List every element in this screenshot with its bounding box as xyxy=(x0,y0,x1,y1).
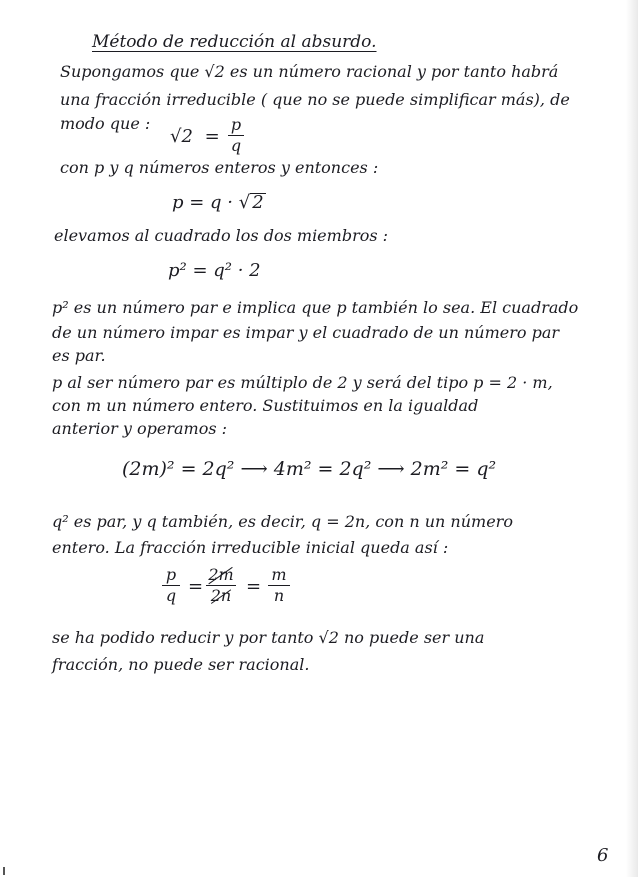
equation-sqrt2-equals: = xyxy=(204,126,220,147)
multiple-paragraph-line-3: anterior y operamos : xyxy=(52,419,228,438)
q-paragraph-line-1: q² es par, y q también, es decir, q = 2n, con n un número xyxy=(52,512,513,531)
fraction-m: m xyxy=(271,565,287,584)
equals-sign-2: = xyxy=(246,576,262,597)
equation-p-lhs: p = q · xyxy=(172,192,239,213)
intro-line-2: una fracción irreducible ( que no se puede simplificar más), de xyxy=(60,90,570,109)
fraction-p-q xyxy=(162,566,180,605)
equation-sqrt2 xyxy=(170,126,220,147)
intro-line-1: Supongamos que √2 es un número racional y por tanto habrá xyxy=(60,62,559,81)
even-paragraph-line-1: p² es un número par e implica que p también lo sea. El cuadrado xyxy=(52,298,579,317)
intro-line-3: modo que : xyxy=(60,114,151,133)
conclusion-line-2: fracción, no puede ser racional. xyxy=(52,655,310,674)
multiple-paragraph-line-2: con m un número entero. Sustituimos en la igualdad xyxy=(52,396,479,415)
fraction-numerator: p xyxy=(230,115,242,134)
equation-p-equals-q-sqrt2 xyxy=(172,192,266,213)
fraction-n: n xyxy=(273,586,285,605)
q-paragraph-line-2: entero. La fracción irreducible inicial queda así : xyxy=(52,538,449,557)
equation-substitution-chain: (2m)² = 2q² ⟶ 4m² = 2q² ⟶ 2m² = q² xyxy=(122,458,497,480)
even-paragraph-line-3: es par. xyxy=(52,346,106,365)
fraction-2n: 2n xyxy=(210,586,232,605)
fraction-m-n xyxy=(268,566,290,605)
fraction-p-over-q xyxy=(228,116,244,155)
fraction-2m-2n xyxy=(206,566,236,605)
fraction-denominator: q xyxy=(230,136,242,155)
equation-p-squared: p² = q² · 2 xyxy=(168,260,261,281)
fraction-q: q xyxy=(165,586,177,605)
equals-sign-1: = xyxy=(188,576,204,597)
equation-sqrt2-lhs: √2 xyxy=(170,126,193,147)
sqrt-sign: √ xyxy=(238,192,251,213)
radicand: 2 xyxy=(252,192,264,213)
multiple-paragraph-line-1: p al ser número par es múltiplo de 2 y será del tipo p = 2 · m, xyxy=(52,373,553,392)
pq-integers-line: con p y q números enteros y entonces : xyxy=(60,158,379,177)
page-edge-shadow xyxy=(626,0,638,877)
page-edge-mark xyxy=(3,867,5,875)
page-title: Método de reducción al absurdo. xyxy=(92,32,377,52)
square-both-line: elevamos al cuadrado los dos miembros : xyxy=(54,226,389,245)
page-number: 6 xyxy=(597,845,609,866)
fraction-2m: 2m xyxy=(208,565,234,584)
fraction-p: p xyxy=(165,565,177,584)
even-paragraph-line-2: de un número impar es impar y el cuadrado de un número par xyxy=(52,323,560,342)
conclusion-line-1: se ha podido reducir y por tanto √2 no puede ser una xyxy=(52,628,485,647)
